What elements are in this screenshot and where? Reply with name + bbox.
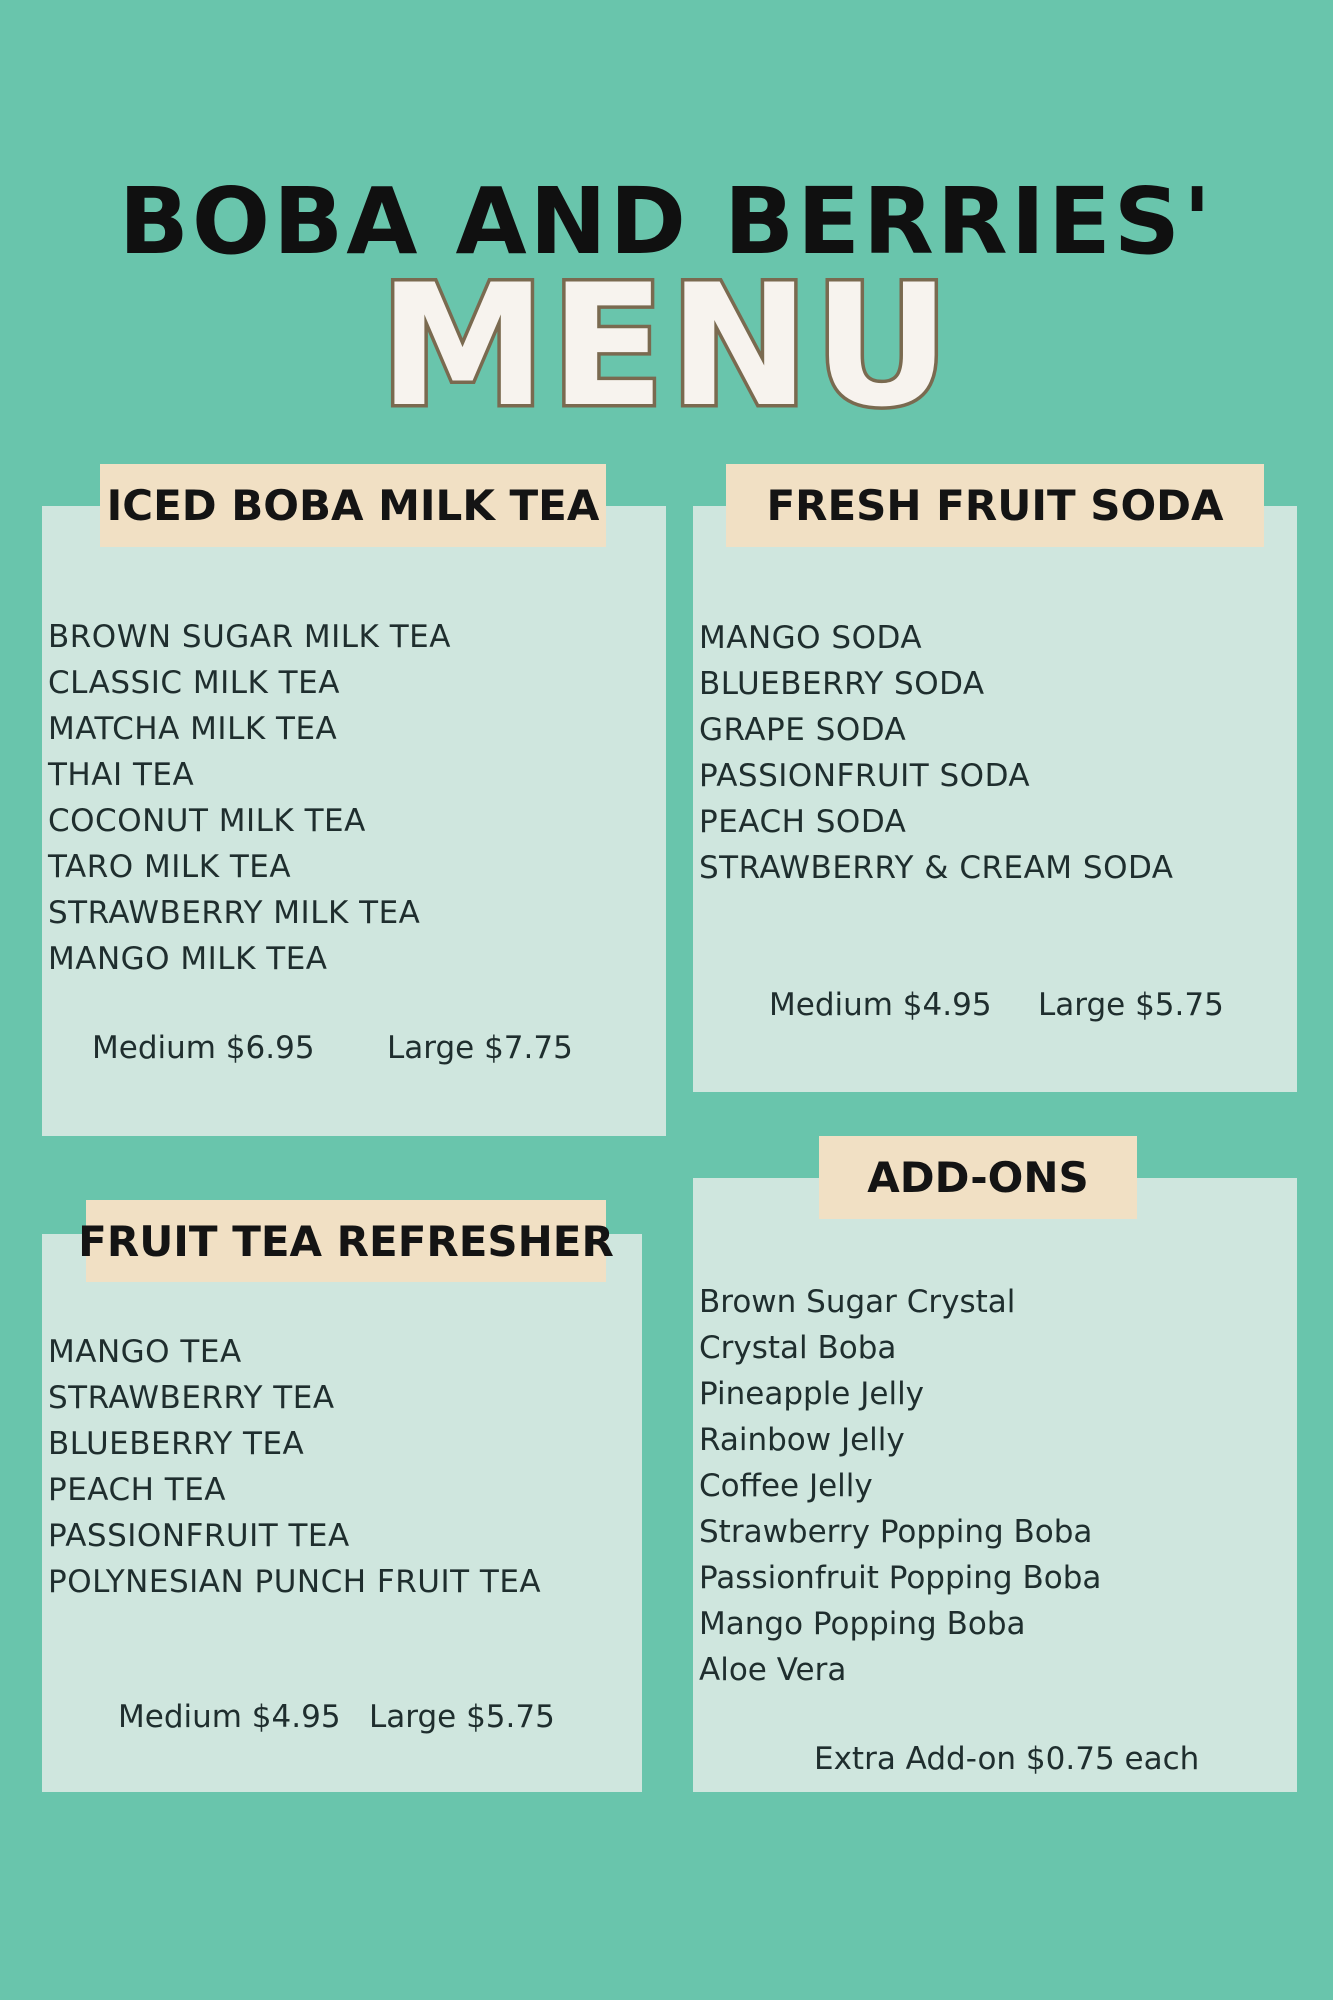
page-title: BOBA AND BERRIES' <box>118 168 1215 275</box>
fruit-tea-label: FRUIT TEA REFRESHER <box>86 1200 606 1282</box>
list-item: COCONUT MILK TEA <box>48 803 366 839</box>
list-item: Brown Sugar Crystal <box>699 1284 1016 1320</box>
list-item: PASSIONFRUIT TEA <box>48 1518 350 1554</box>
fruit-tea-price-large: Large $5.75 <box>369 1699 555 1735</box>
list-item: Mango Popping Boba <box>699 1606 1026 1642</box>
list-item: Passionfruit Popping Boba <box>699 1560 1102 1596</box>
list-item: GRAPE SODA <box>699 712 907 748</box>
list-item: Aloe Vera <box>699 1652 847 1688</box>
list-item: POLYNESIAN PUNCH FRUIT TEA <box>48 1564 542 1600</box>
iced-boba-item-list <box>48 614 451 982</box>
list-item: Strawberry Popping Boba <box>699 1514 1093 1550</box>
list-item: CLASSIC MILK TEA <box>48 665 340 701</box>
fruit-soda-price-large: Large $5.75 <box>1038 987 1224 1023</box>
iced-boba-price-large: Large $7.75 <box>387 1030 573 1066</box>
menu-heading: MENU <box>379 248 954 444</box>
fruit-soda-label: FRESH FRUIT SODA <box>726 464 1264 547</box>
list-item: MANGO TEA <box>48 1334 242 1370</box>
list-item: Rainbow Jelly <box>699 1422 905 1458</box>
iced-boba-price-medium: Medium $6.95 <box>92 1030 315 1066</box>
list-item: BLUEBERRY TEA <box>48 1426 305 1462</box>
add-ons-label: ADD-ONS <box>819 1136 1137 1219</box>
list-item: MATCHA MILK TEA <box>48 711 338 747</box>
list-item: TARO MILK TEA <box>48 849 292 885</box>
list-item: STRAWBERRY TEA <box>48 1380 335 1416</box>
fruit-soda-item-list <box>699 615 1174 891</box>
list-item: Pineapple Jelly <box>699 1376 925 1412</box>
list-item: PASSIONFRUIT SODA <box>699 758 1031 794</box>
fruit-tea-item-list <box>48 1329 541 1605</box>
fruit-tea-price-medium: Medium $4.95 <box>118 1699 341 1735</box>
add-ons-item-list <box>699 1279 1101 1693</box>
list-item: STRAWBERRY & CREAM SODA <box>699 850 1174 886</box>
list-item: MANGO MILK TEA <box>48 941 328 977</box>
list-item: BROWN SUGAR MILK TEA <box>48 619 451 655</box>
iced-boba-label: ICED BOBA MILK TEA <box>100 464 606 547</box>
list-item: Crystal Boba <box>699 1330 897 1366</box>
fruit-soda-price-medium: Medium $4.95 <box>769 987 992 1023</box>
list-item: THAI TEA <box>48 757 195 793</box>
list-item: STRAWBERRY MILK TEA <box>48 895 421 931</box>
list-item: PEACH SODA <box>699 804 907 840</box>
list-item: BLUEBERRY SODA <box>699 666 985 702</box>
add-ons-extra-price: Extra Add-on $0.75 each <box>814 1741 1200 1777</box>
list-item: PEACH TEA <box>48 1472 226 1508</box>
list-item: Coffee Jelly <box>699 1468 873 1504</box>
list-item: MANGO SODA <box>699 620 923 656</box>
